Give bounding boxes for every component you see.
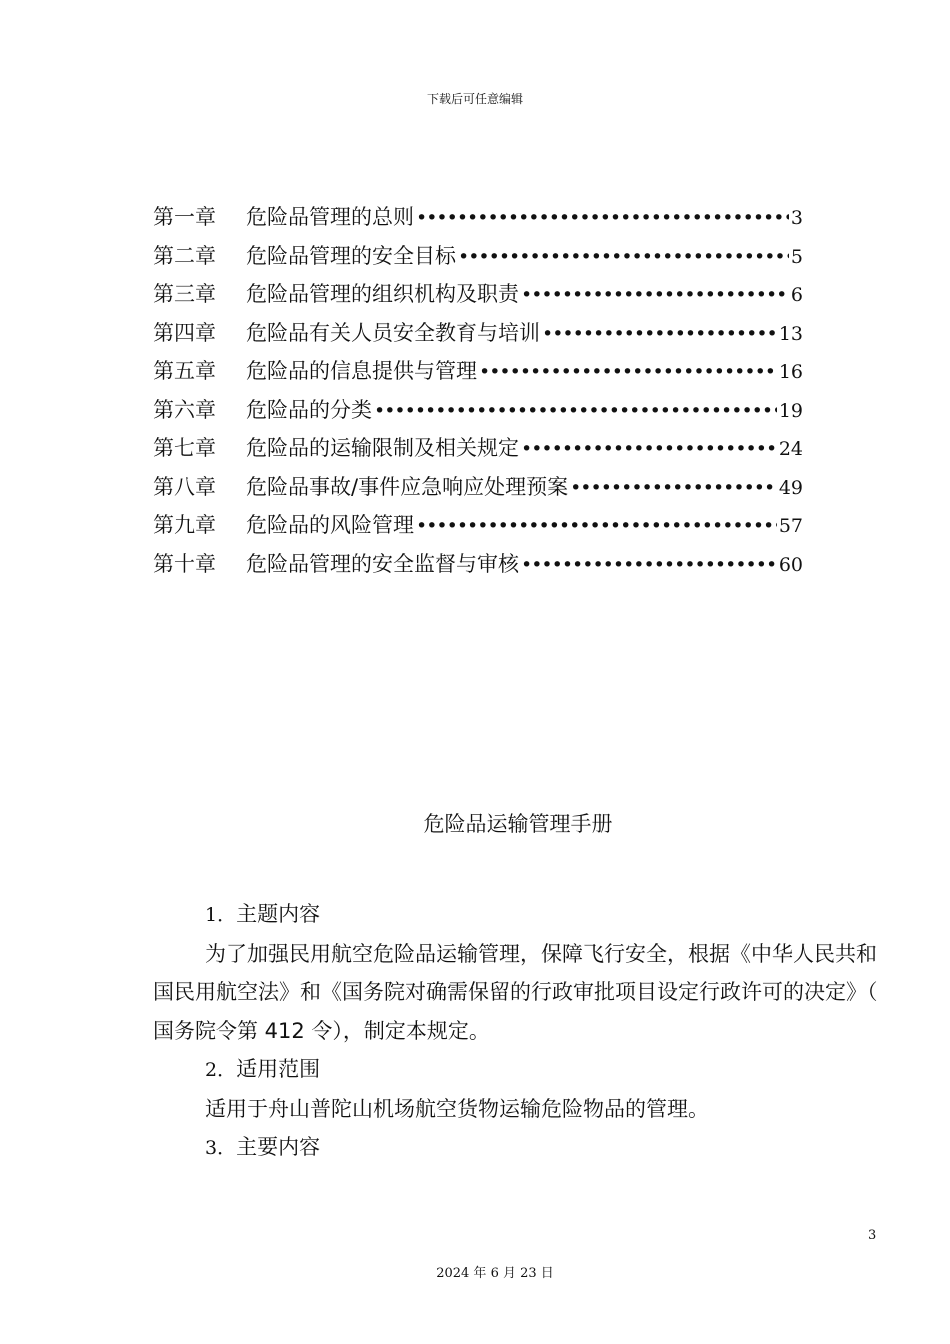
toc-leader <box>458 238 789 276</box>
header-note: 下载后可任意编辑 <box>426 92 523 106</box>
table-of-contents <box>153 198 803 583</box>
toc-chapter: 第七章 <box>153 436 216 460</box>
toc-page: 49 <box>778 476 803 499</box>
toc-leader <box>374 392 777 430</box>
toc-entry[interactable] <box>153 275 803 314</box>
toc-title: 危险品有关人员安全教育与培训 <box>246 320 540 345</box>
paragraph: 为了加强民用航空危险品运输管理，保障飞行安全，根据《中华人民共和国民用航空法》和《国务院对确需保留的行政审批项目设定行政许可的决定》（ 国务院令第 412 令），制定本规定。 <box>153 941 878 1043</box>
toc-chapter: 第二章 <box>153 243 216 268</box>
section-heading-text: 主要内容 <box>236 1135 321 1159</box>
toc-leader <box>479 353 777 391</box>
toc-leader <box>570 469 777 507</box>
toc-leader <box>416 199 789 237</box>
toc-page: 3 <box>790 207 803 229</box>
toc-leader <box>521 430 777 468</box>
section-number: 2． <box>205 1059 237 1081</box>
toc-title: 危险品事故/事件应急响应处理预案 <box>246 474 569 499</box>
toc-entry[interactable] <box>153 429 803 468</box>
section-heading <box>153 1128 885 1168</box>
toc-entry[interactable] <box>153 545 803 584</box>
toc-chapter: 第八章 <box>153 474 216 499</box>
toc-page: 19 <box>778 399 803 422</box>
toc-page: 57 <box>778 515 803 537</box>
section-heading-text: 适用范围 <box>236 1057 321 1081</box>
section-number: 1． <box>205 904 237 926</box>
document-title: 危险品运输管理手册 <box>423 812 613 836</box>
toc-leader <box>542 315 777 353</box>
toc-entry[interactable] <box>153 468 803 507</box>
toc-entry[interactable] <box>153 391 803 430</box>
toc-chapter: 第一章 <box>153 205 216 229</box>
toc-page: 13 <box>778 322 803 345</box>
paragraph: 适用于舟山普陀山机场航空货物运输危险物品的管理。 <box>205 1096 709 1121</box>
toc-title: 危险品的分类 <box>246 397 372 422</box>
toc-chapter: 第十章 <box>153 551 216 576</box>
toc-entry[interactable] <box>153 352 803 391</box>
toc-title: 危险品的风险管理 <box>246 513 414 537</box>
toc-entry[interactable] <box>153 506 803 545</box>
toc-page: 60 <box>778 553 803 576</box>
toc-entry[interactable] <box>153 198 803 237</box>
toc-chapter: 第六章 <box>153 397 216 422</box>
toc-title: 危险品管理的总则 <box>246 205 414 229</box>
document-body <box>153 895 885 1168</box>
footer-date: 2024 年 6 月 23 日 <box>436 1266 554 1281</box>
toc-chapter: 第四章 <box>153 320 216 345</box>
section-number: 3． <box>205 1137 237 1159</box>
toc-title: 危险品管理的组织机构及职责 <box>246 282 519 306</box>
toc-title: 危险品管理的安全目标 <box>246 243 456 268</box>
toc-chapter: 第三章 <box>153 282 216 306</box>
section-heading <box>153 1050 885 1090</box>
toc-title: 危险品的运输限制及相关规定 <box>246 436 519 460</box>
toc-chapter: 第五章 <box>153 359 216 383</box>
toc-chapter: 第九章 <box>153 513 216 537</box>
toc-page: 24 <box>778 438 803 460</box>
toc-page: 5 <box>790 245 803 268</box>
toc-entry[interactable] <box>153 314 803 353</box>
toc-page: 16 <box>778 361 803 383</box>
toc-title: 危险品管理的安全监督与审核 <box>246 551 519 576</box>
toc-leader <box>521 276 789 314</box>
toc-leader <box>521 546 777 584</box>
toc-leader <box>416 507 777 545</box>
section-heading-text: 主题内容 <box>236 902 321 926</box>
page-number: 3 <box>868 1228 877 1243</box>
toc-title: 危险品的信息提供与管理 <box>246 359 477 383</box>
toc-page: 6 <box>790 284 803 306</box>
toc-entry[interactable] <box>153 237 803 276</box>
section-heading <box>153 895 885 935</box>
